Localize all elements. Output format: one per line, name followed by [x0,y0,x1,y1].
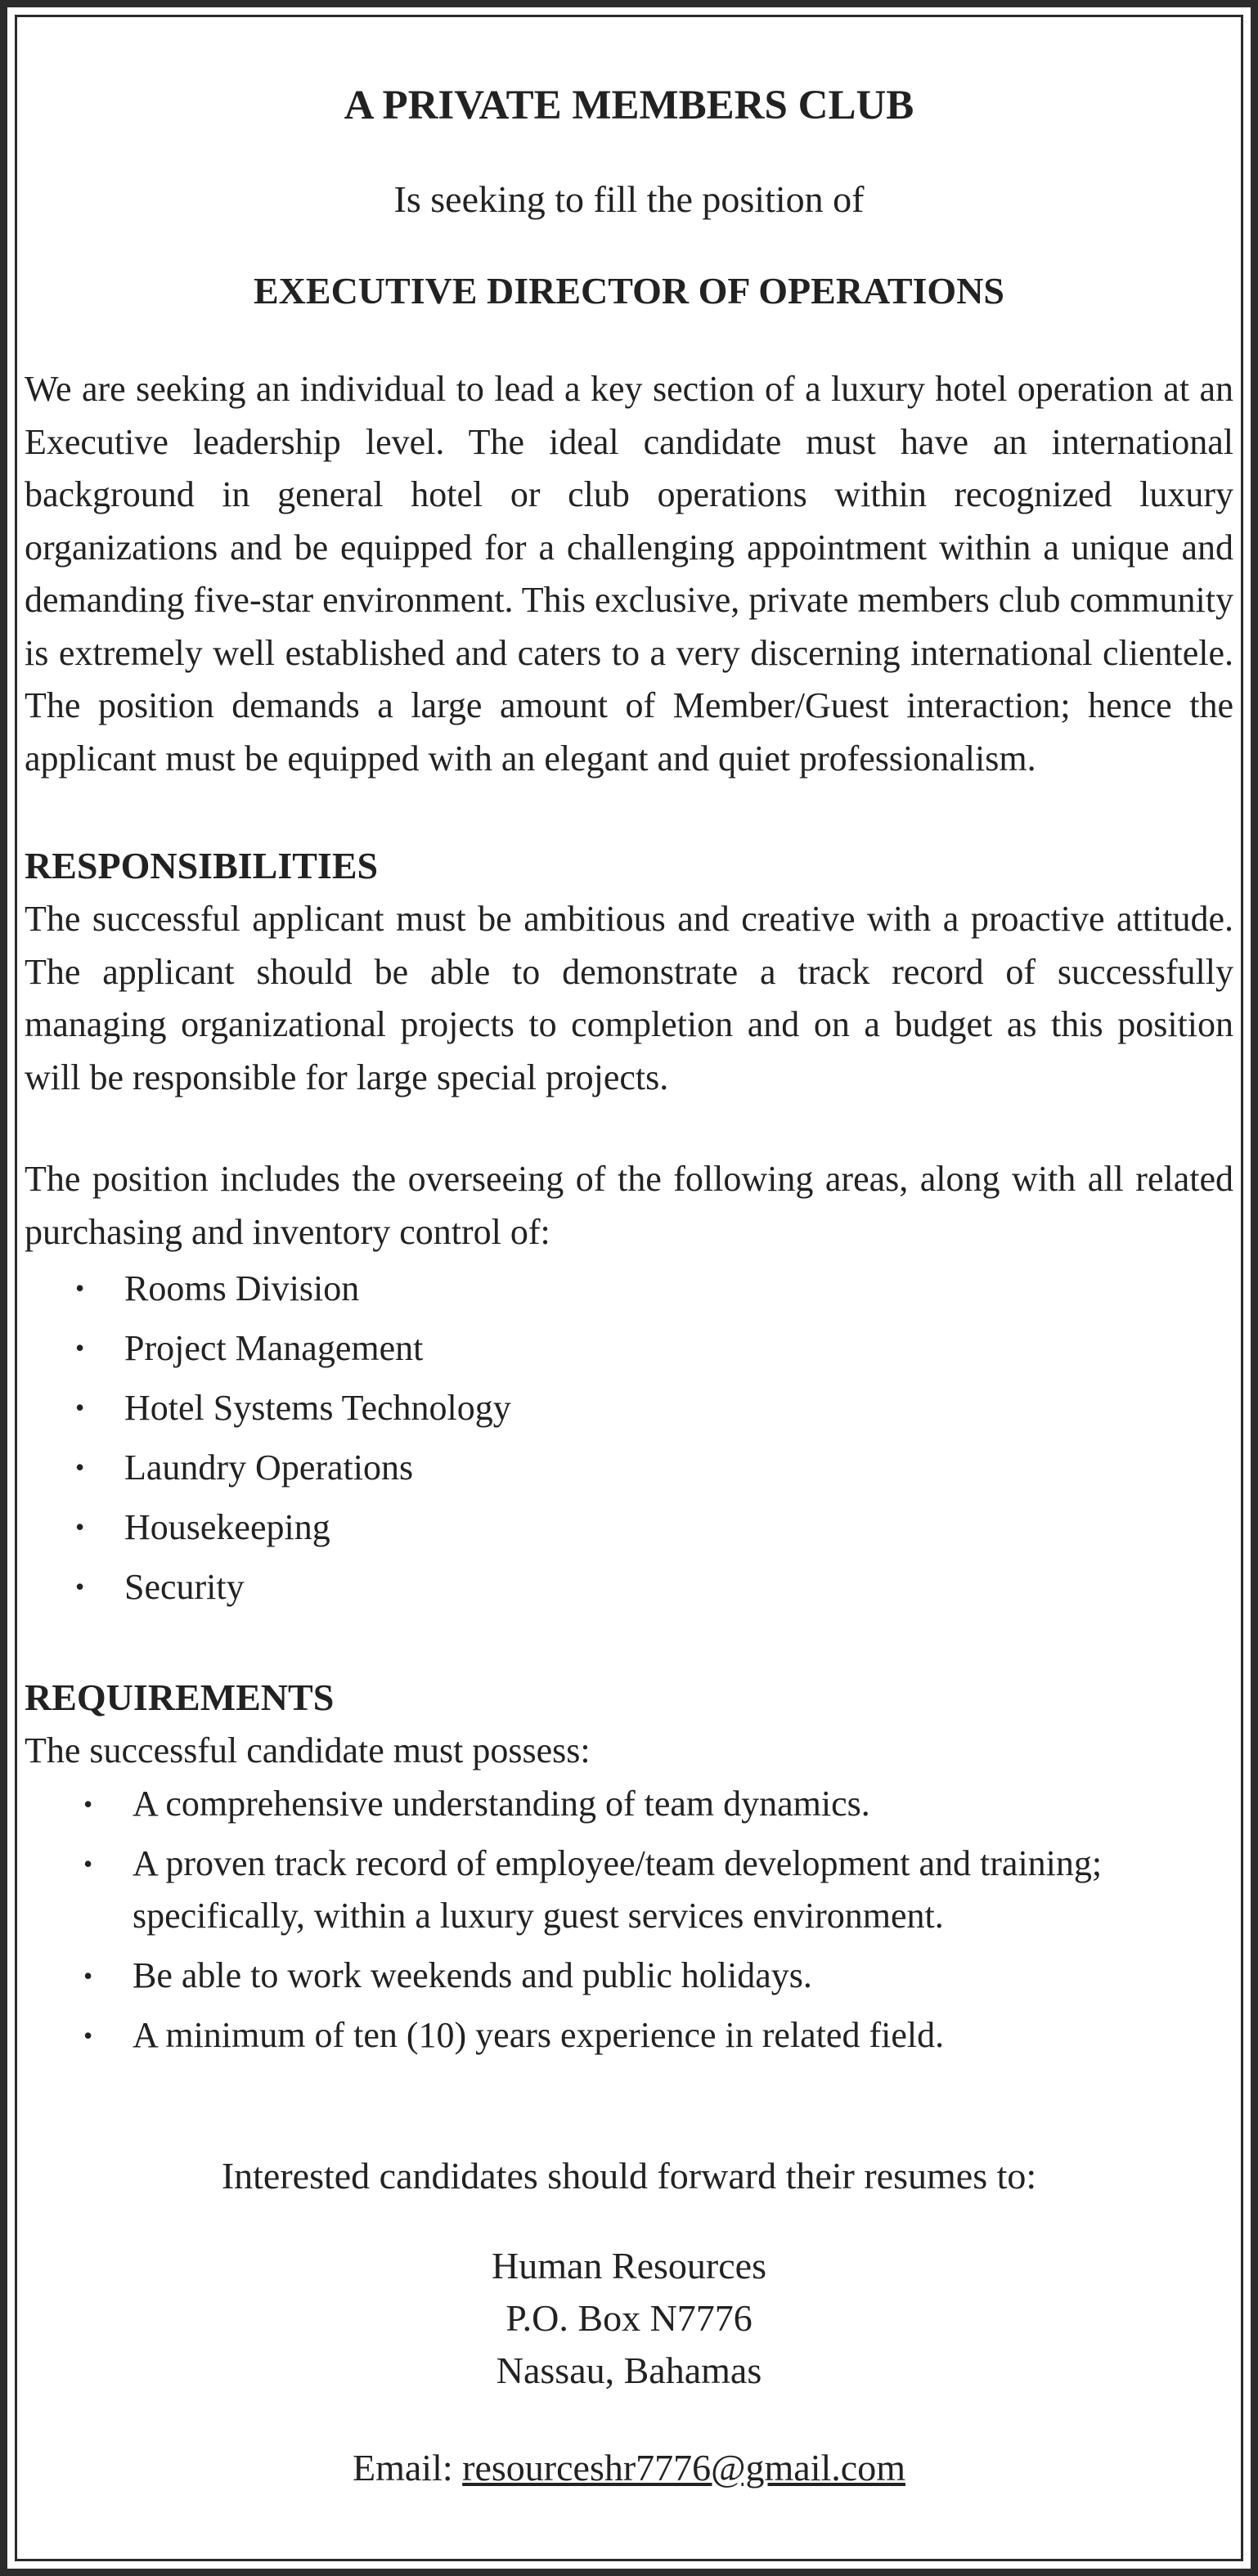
list-item [25,1378,1233,1438]
bullet-icon: • [83,1960,93,1990]
bullet-icon: • [83,1848,93,1878]
mailing-address [25,2240,1233,2397]
list-item [25,1497,1233,1557]
requirement-item-label: A proven track record of employee/team development and training; specifically, within a luxury guest services environment. [133,1842,1103,1936]
responsibilities-text: The successful applicant must be ambitious and creative with a proactive attitude. The applicant should be able to demonstrate a track record of successfully managing organizational projects to completion and on a budget as this position will be responsible for large special projects. [25,899,1233,1097]
address-line: P.O. Box N7776 [505,2296,753,2339]
area-item-label: Hotel Systems Technology [124,1388,511,1428]
bullet-icon: • [83,1788,93,1819]
bullet-icon: • [75,1333,85,1362]
club-title: A PRIVATE MEMBERS CLUB [344,83,914,128]
requirements-intro: The successful candidate must possess: [25,1730,591,1770]
areas-list [25,1259,1233,1617]
area-item-label: Rooms Division [124,1268,360,1308]
area-item-label: Housekeeping [124,1507,330,1547]
bullet-icon: • [75,1512,85,1542]
job-description: We are seeking an individual to lead a key section of a luxury hotel operation at an Executive leadership level. The ideal candidate must have an international background in general hotel or club operations within recognized luxury organizations and be equipped for a challenging appointment within a unique and demanding five-star environment. This exclusive, private members club community is extremely well established and caters to a very discerning international clientele. The position demands a large amount of Member/Guest interaction; hence the applicant must be equipped with an elegant and quiet professionalism. [25,369,1233,779]
bullet-icon: • [75,1273,85,1303]
list-item [25,1318,1233,1378]
areas-intro: The position includes the overseeing of the following areas, along with all related purchasing and inventory control of: [25,1159,1233,1252]
requirement-item-label: A minimum of ten (10) years experience in related field. [133,2014,945,2055]
address-line: Human Resources [492,2244,766,2287]
email-link[interactable]: resourceshr7776@gmail.com [462,2446,905,2488]
forward-instructions: Interested candidates should forward their resumes to: [221,2154,1037,2197]
list-item [25,1438,1233,1497]
job-advertisement [25,25,1233,2494]
requirement-item-label: Be able to work weekends and public holidays. [133,1954,812,1995]
intro-line: Is seeking to fill the position of [393,178,865,220]
list-item [25,1557,1233,1617]
address-line: Nassau, Bahamas [496,2349,762,2391]
bullet-icon: • [83,2020,93,2050]
bullet-icon: • [75,1393,85,1422]
email-line [25,2442,1233,2494]
requirements-heading: REQUIREMENTS [25,1676,335,1718]
area-item-label: Project Management [124,1328,424,1368]
bullet-icon: • [75,1572,85,1601]
list-item [25,2009,1233,2062]
responsibilities-heading: RESPONSIBILITIES [25,845,379,886]
list-item [25,1838,1233,1942]
list-item [25,1259,1233,1318]
area-item-label: Laundry Operations [124,1447,414,1488]
requirement-item-label: A comprehensive understanding of team dynamics. [133,1783,870,1824]
list-item [25,1778,1233,1830]
area-item-label: Security [124,1567,245,1607]
email-label: Email: [353,2446,463,2488]
list-item [25,1950,1233,2002]
position-title: EXECUTIVE DIRECTOR OF OPERATIONS [253,270,1005,312]
requirements-list [25,1778,1233,2062]
bullet-icon: • [75,1452,85,1482]
